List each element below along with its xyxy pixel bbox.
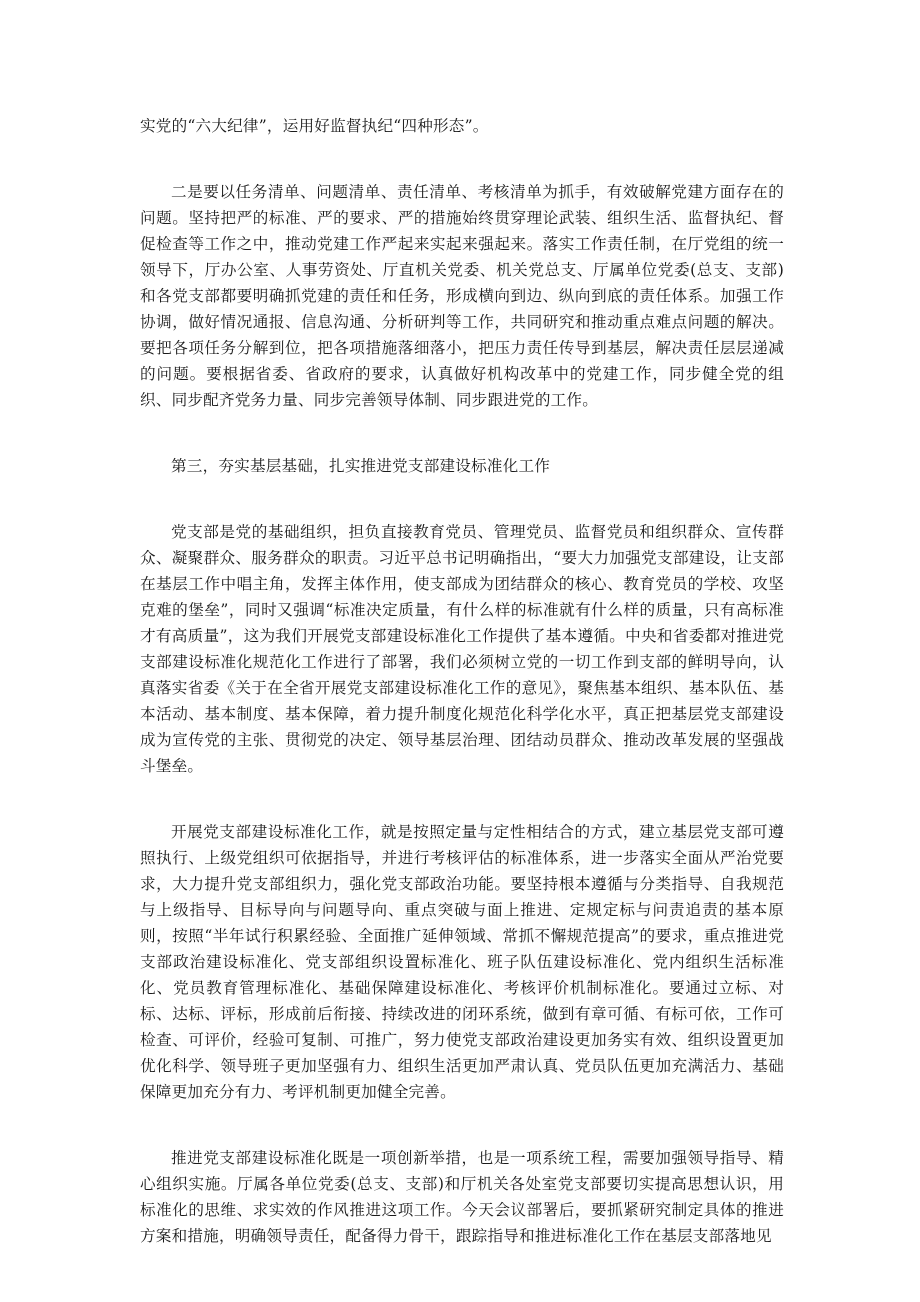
paragraph-spacer	[140, 1105, 784, 1145]
paragraph-spacer	[140, 413, 784, 453]
paragraph-standardization: 开展党支部建设标准化工作，就是按照定量与定性相结合的方式，建立基层党支部可遵照执行、上级党组织可依据指导，并进行考核评估的标准体系，进一步落实全面从严治党要求，大力提升党支部组织力，强化党支部政治功能。要坚持根本遵循与分类指导、自我规范与上级指导、目标导向与问题导向、重点突破与面上推进、定规定标与问责追责的基本原则，按照“半年试行积累经验、全面推广延伸领域、常抓不懈规范提高”的要求，重点推进党支部政治建设标准化、党支部组织设置标准化、班子队伍建设标准化、党内组织生活标准化、党员教育管理标准化、基础保障建设标准化、考核评价机制标准化。要通过立标、对标、达标、评标，形成前后衔接、持续改进的闭环系统，做到有章可循、有标可依，工作可检查、可评价，经验可复制、可推广，努力使党支部政治建设更加务实有效、组织设置更加优化科学、领导班子更加坚强有力、组织生活更加严肃认真、党员队伍更加充满活力、基础保障更加充分有力、考评机制更加健全完善。	[140, 823, 784, 1101]
paragraph-spacer	[140, 479, 784, 519]
paragraph-task-lists: 二是要以任务清单、问题清单、责任清单、考核清单为抓手，有效破解党建方面存在的问题。坚持把严的标准、严的要求、严的措施始终贯穿理论武装、组织生活、监督执纪、督促检查等工作之中，推动党建工作严起来实起来强起来。落实工作责任制，在厅党组的统一领导下，厅办公室、人事劳资处、厅直机关党委、机关党总支、厅属单位党委(总支、支部)和各党支部都要明确抓党建的责任和任务，形成横向到边、纵向到底的责任体系。加强工作协调，做好情况通报、信息沟通、分析研判等工作，共同研究和推动重点难点问题的解决。要把各项任务分解到位，把各项措施落细落小，把压力责任传导到基层，解决责任层层递减的问题。要根据省委、省政府的要求，认真做好机构改革中的党建工作，同步健全党的组织、同步配齐党务力量、同步完善领导体制、同步跟进党的工作。	[140, 183, 784, 409]
paragraph-implementation: 推进党支部建设标准化既是一项创新举措，也是一项系统工程，需要加强领导指导、精心组织实施。厅属各单位党委(总支、支部)和厅机关各处室党支部要切实提高思想认识，用标准化的思维、求实效的作风推进这项工作。今天会议部署后，要抓紧研究制定具体的推进方案和措施，明确领导责任，配备得力骨干，跟踪指导和推进标准化工作在基层支部落地见	[140, 1149, 784, 1245]
paragraph-spacer	[140, 779, 784, 819]
paragraph-party-branch: 党支部是党的基础组织，担负直接教育党员、管理党员、监督党员和组织群众、宣传群众、凝聚群众、服务群众的职责。习近平总书记明确指出，“要大力加强党支部建设，让支部在基层工作中唱主角，发挥主体作用，使支部成为团结群众的核心、教育党员的学校、攻坚克难的堡垒”，同时又强调“标准决定质量，有什么样的标准就有什么样的质量，只有高标准才有高质量”，这为我们开展党支部建设标准化工作提供了基本遵循。中央和省委都对推进党支部建设标准化规范化工作进行了部署，我们必须树立党的一切工作到支部的鲜明导向，认真落实省委《关于在全省开展党支部建设标准化工作的意见》，聚焦基本组织、基本队伍、基本活动、基本制度、基本保障，着力提升制度化规范化科学化水平，真正把基层党支部建设成为宣传党的主张、贯彻党的决定、领导基层治理、团结动员群众、推动改革发展的坚强战斗堡垒。	[140, 523, 784, 775]
paragraph-spacer	[140, 139, 784, 179]
section-heading-third: 第三，夯实基层基础，扎实推进党支部建设标准化工作	[171, 457, 551, 475]
document-body	[140, 113, 784, 1249]
paragraph-continuation: 实党的“六大纪律”，运用好监督执纪“四种形态”。	[140, 117, 489, 135]
